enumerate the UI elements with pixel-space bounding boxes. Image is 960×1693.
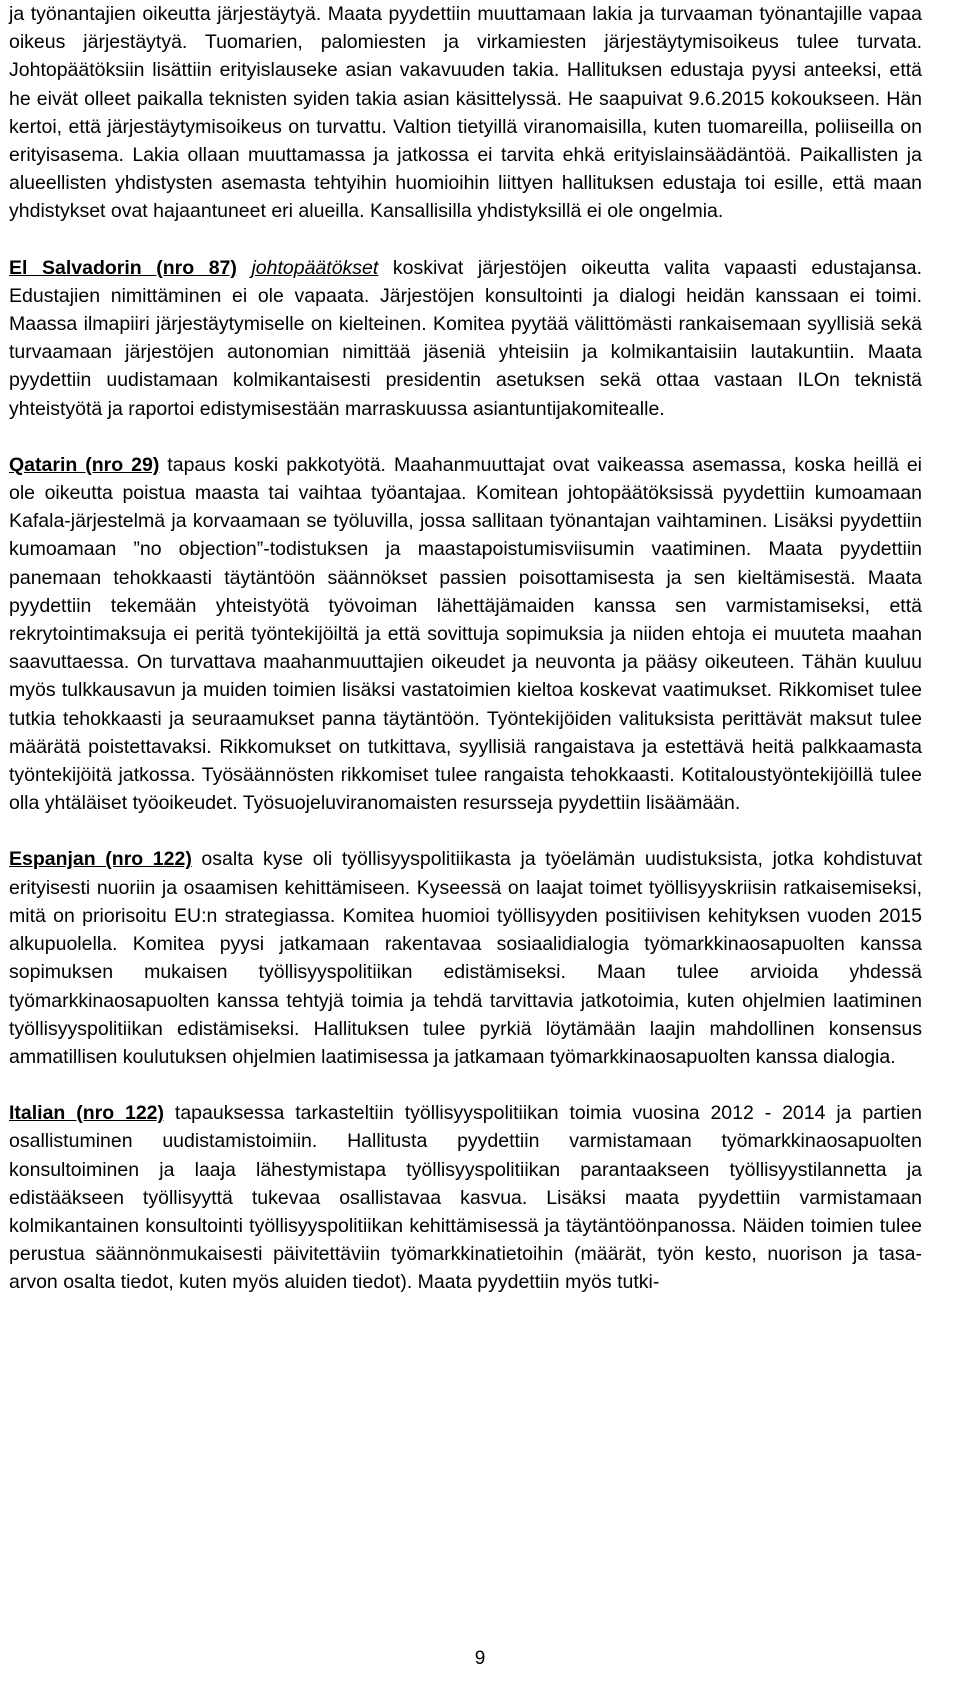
paragraph-continuation [9,0,922,226]
paragraph-el-salvador [9,254,922,423]
country-heading: Italian (nro 122) [9,1102,165,1125]
paragraph-text: osalta kyse oli työllisyyspolitiikasta ja työelämän uudistuksista, jotka kohdistuvat erityisesti nuoriin ja osaamisen kehittämiseen. Kyseessä on laajat toimet työllisyyskriisin ratkaisemiseksi, mitä on priorisoitu EU:n strategiassa. Komitea huomioi työllisyyden positiivisen kehityksen vuoden 2015 alkupuolella. Komitea pyysi jatkamaan rakentavaa sosiaalidialogia työmarkkinaosapuolten kanssa sopimuksen mukaisen työllisyyspolitiikan edistämiseksi. Maan tulee arvioida yhdessä työmarkkinaosapuolten kanssa tehtyjä toimia ja tehdä tarvittavia jatkotoimia, kuten ohjelmien laatiminen työllisyyspolitiikan edistämiseksi. Hallituksen tulee pyrkiä löytämään laajin mahdollinen konsensus ammatillisen koulutuksen ohjelmien laatimisessa ja jatkamaan työmarkkinaosapuolten kanssa dialogia. [9,848,922,1068]
paragraph-spain [9,845,922,1071]
page-number: 9 [474,1648,486,1669]
paragraph-text: ja työnantajien oikeutta järjestäytyä. Maata pyydettiin muuttamaan lakia ja turvaaman työnantajille vapaa oikeus järjestäytyä. Tuomarien, palomiesten ja virkamiesten järjestäytymisoikeus tulee turvata. Johtopäätöksiin lisättiin erityislauseke asian vakavuuden takia. Hallituksen edustaja pyysi anteeksi, että he eivät olleet paikalla teknisten syiden takia asian käsittelyssä. He saapuivat 9.6.2015 kokoukseen. Hän kertoi, että järjestäytymisoikeus on turvattu. Valtion tietyillä viranomaisilla, kuten tuomareilla, poliiseilla on erityisasema. Lakia ollaan muuttamassa ja jatkossa ei tarvita ehkä erityislainsäädäntöä. Paikallisten ja alueellisten yhdistysten asemasta tehtyihin huomioihin liittyen hallituksen edustaja toi esille, että maan yhdistykset ovat hajaantuneet eri alueilla. Kansallisilla yhdistyksillä ei ole ongelmia. [9,3,922,223]
paragraph-text: tapauksessa tarkasteltiin työllisyyspolitiikan toimia vuosina 2012 - 2014 ja partien osallistuminen uudistamistoimiin. Hallitusta pyydettiin varmistamaan työmarkkinaosapuolten konsultoiminen ja laaja lähestymistapa työllisyyspolitiikan parantaakseen työllisyystilannetta ja edistääkseen työllisyyttä tukevaa osallistavaa kasvua. Lisäksi maata pyydettiin varmistamaan kolmikantainen konsultointi työllisyyspolitiikan kehittämisessä ja täytäntöönpanossa. Näiden toimien tulee perustua säännönmukaisesti päivitettäviin työmarkkinatietoihin (määrät, työn kesto, nuorison ja tasa-arvon osalta tiedot, kuten myös aluiden tiedot). Maata pyydettiin myös tutki- [9,1102,922,1294]
paragraph-italy [9,1099,922,1296]
country-heading: Qatarin (nro 29) [9,453,160,476]
country-heading: El Salvadorin (nro 87) [9,256,237,279]
paragraph-text: koskivat järjestöjen oikeutta valita vapaasti edustajansa. Edustajien nimittäminen ei ole vapaata. Järjestöjen konsultointi ja dialogi heidän kanssaan ei toimi. Maassa ilmapiiri järjestäytymiselle on kielteinen. Komitea pyytää välittömästi rankaisemaan syyllisiä sekä turvaamaan järjestöjen autonomian nimittää jäseniä yhteisiin ja kolmikantaisiin lautakuntiin. Maata pyydettiin uudistamaan kolmikantaisesti presidentin asetuksen sekä ottaa vastaan ILOn teknistä yhteistyötä ja raportoi edistymisestään marraskuussa asiantuntijakomitealle. [9,256,922,420]
country-heading: Espanjan (nro 122) [9,848,192,871]
emphasized-term: johtopäätökset [251,256,379,279]
paragraph-text: tapaus koski pakkotyötä. Maahanmuuttajat ovat vaikeassa asemassa, koska heillä ei ole oikeutta poistua maasta tai vaihtaa työantajaa. Komitean johtopäätöksissä pyydettiin kumoamaan Kafala-järjestelmä ja korvaamaan se työluvilla, jossa sallitaan työnantajan vaihtaminen. Lisäksi pyydettiin kumoamaan ”no objection”-todistuksen ja maastapoistumisviisumin vaatiminen. Maata pyydettiin panemaan tehokkaasti täytäntöön säännökset passien poisottamisesta ja sen kieltämisestä. Maata pyydettiin tekemään yhteistyötä työvoiman lähettäjämaiden kanssa sen varmistamiseksi, että rekrytointimaksuja ei peritä työntekijöiltä ja että sovittuja sopimuksia ja niiden ehtoja ei muuteta maahan saavuttaessa. On turvattava maahanmuuttajien oikeudet ja neuvonta ja pääsy oikeuteen. Tähän kuuluu myös tulkkausavun ja muiden toimien lisäksi vastatoimien kieltoa koskevat vaatimukset. Rikkomiset tulee tutkia tehokkaasti ja seuraamukset panna täytäntöön. Työntekijöiden valituksista perittävät maksut tulee määrätä poistettavaksi. Rikkomukset on tutkittava, syyllisiä rangaistava ja estettävä heitä palkkaamasta työntekijöitä jatkossa. Työsäännösten rikkomiset tulee rangaista tehokkaasti. Kotitaloustyöntekijöillä tulee olla yhtäläiset työoikeudet. Työsuojeluviranomaisten resursseja pyydettiin lisäämään. [9,453,922,815]
paragraph-qatar [9,451,922,818]
